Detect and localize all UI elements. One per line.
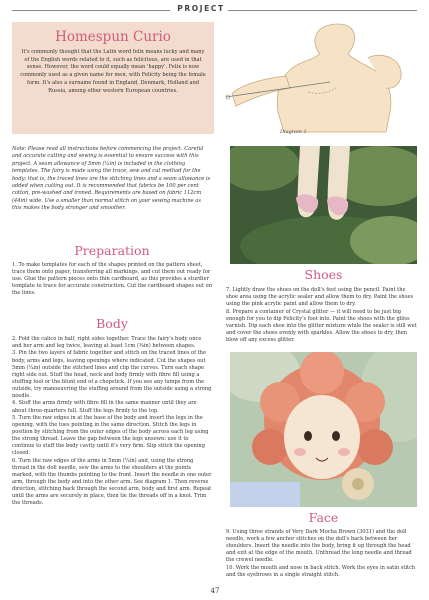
shoes-photo-svg <box>230 146 417 264</box>
body-steps <box>12 336 212 508</box>
diagram-illustration <box>218 22 417 134</box>
sidebar-box <box>12 22 214 134</box>
shoes-title: Shoes <box>304 267 343 282</box>
face-steps <box>226 529 418 579</box>
step-6: 6. Turn the raw edges of the arms in 5mm (¼in) and, using the strong thread in the doll needle, sew the arms to the shoulders at the points marked, with the thumbs pointing to the front. Insert the needle in one outer arm, through the body and into the other arm. See diagram 1. Then reverse direction, stitching back through the second arm, body and first arm. Repeat until the arms are securely in place, then tie the threads off in a knot. Trim the threads. <box>12 457 212 507</box>
step-1: 1. To make templates for each of the shapes printed on the pattern sheet, trace them onto paper, transferring all markings, and cut them out ready for use. Glue the pattern pieces onto thin cardboard, as this provides a sturdier template to trace for accurate construction. Cut the cardboard shapes out on the lines. <box>12 262 212 297</box>
shoes-photo <box>230 146 417 264</box>
header-rule-left <box>12 10 170 11</box>
header-rule-right <box>228 10 417 11</box>
step-9: 9. Using three strands of Very Dark Mocha Brown (3031) and the doll needle, work a few anchor stitches on the doll's back between her shoulders. Insert the needle into the body, bring it up through the head and exit at the edge of the mouth. Unthread the long needle and thread the crewel needle. <box>226 529 412 564</box>
page-number: 47 <box>210 587 220 595</box>
note-paragraph: Note: Please read all instructions before commencing the project. Careful and accurate cutting and sewing is essential to ensure success with this project. A seam allowance of 5mm (¼in) is included in the clothing templates. The fairy is made using the trace, sew and cut method for the body; that is, the traced lines are the stitching lines and a seam allowance is added when cutting out. It is recommended that fabrics be 100 per cent cotton, pre-washed and ironed. Requirements are based on fabric 112cm (44in) wide. Use a smaller than normal stitch on your sewing machine as this makes the body stronger and smoother. <box>12 146 211 212</box>
body-title: Body <box>96 316 128 331</box>
preparation-title: Preparation <box>74 243 150 258</box>
step-8: 8. Prepare a container of Crystal glitter — it will need to be just big enough for you to dip Felicity's foot into. Paint the shoes with the glöss varnish. Dip each shoe into the glitter mixture while the sealer is still wet and cover the shoes evenly with sparkles. Allow the shoes to dry, then blow off any excess glitter. <box>226 308 417 343</box>
shoes-steps <box>226 287 418 344</box>
face-photo <box>230 352 417 507</box>
step-3: 3. Pin the two layers of fabric together and stitch on the traced lines of the body, arms and legs, leaving openings where indicated. Cut the shapes out 5mm (¼in) outside the stitched lines and clip the curves. Turn each shape right side out. Stuff the head, neck and body firmly with fibre fill using a stuffing tool or the blunt end of a chopstick. If you see any lumps from the outside, try manoeuvring the stuffing around from the outside using a strong needle. <box>12 350 212 400</box>
step-2: 2. Fold the calico in half, right sides together. Trace the fairy's body once and her arm and leg twice, leaving at least 1cm (⅜in) between shapes. <box>12 336 202 350</box>
step-10: 10. Work the mouth and nose in back stitch. Work the eyes in satin stitch and the eyebrows in a single straight stitch. <box>226 564 416 578</box>
doll-body-shape <box>277 24 391 132</box>
face-photo-svg <box>230 352 417 507</box>
step-5: 5. Turn the raw edges in at the base of the body and insert the legs in the opening, with the toes pointing in the same direction. Stitch the legs in position by stitching from the outer edges of the body across each leg using the strong thread. Leave the gap between the legs unsewn: use it to continue to stuff the body cavity until it's very firm. Slip stitch the opening closed. <box>12 414 209 457</box>
preparation-steps <box>12 262 212 298</box>
section-header: PROJECT <box>177 4 225 13</box>
step-4: 4. Stuff the arms firmly with fibre fill in the same manner until they are about three-quarters full. Stuff the legs firmly to the top. <box>12 400 197 414</box>
face-title: Face <box>308 510 339 525</box>
diagram-caption: Diagram 1 <box>280 129 307 135</box>
sidebar-text: It's commonly thought that the Latin word felix means lucky and many of the English words related to it, such as felicitous, are used in that sense. However, the word could equally mean 'happy'. Felix is now commonly used as a given name for men, with Felicity being the female form. It's also a surname found in England, Denmark, Holland and Russia, among other western European countries. <box>20 49 206 94</box>
step-7: 7. Lightly draw the shoes on the doll's feet using the pencil. Paint the shoe area using the acrylic sealer and allow them to dry. Paint the shoes using the pink acrylic paint and allow them to dry. <box>226 287 414 308</box>
sidebar-title: Homespun Curio <box>55 29 171 45</box>
diagram-svg <box>218 22 417 134</box>
